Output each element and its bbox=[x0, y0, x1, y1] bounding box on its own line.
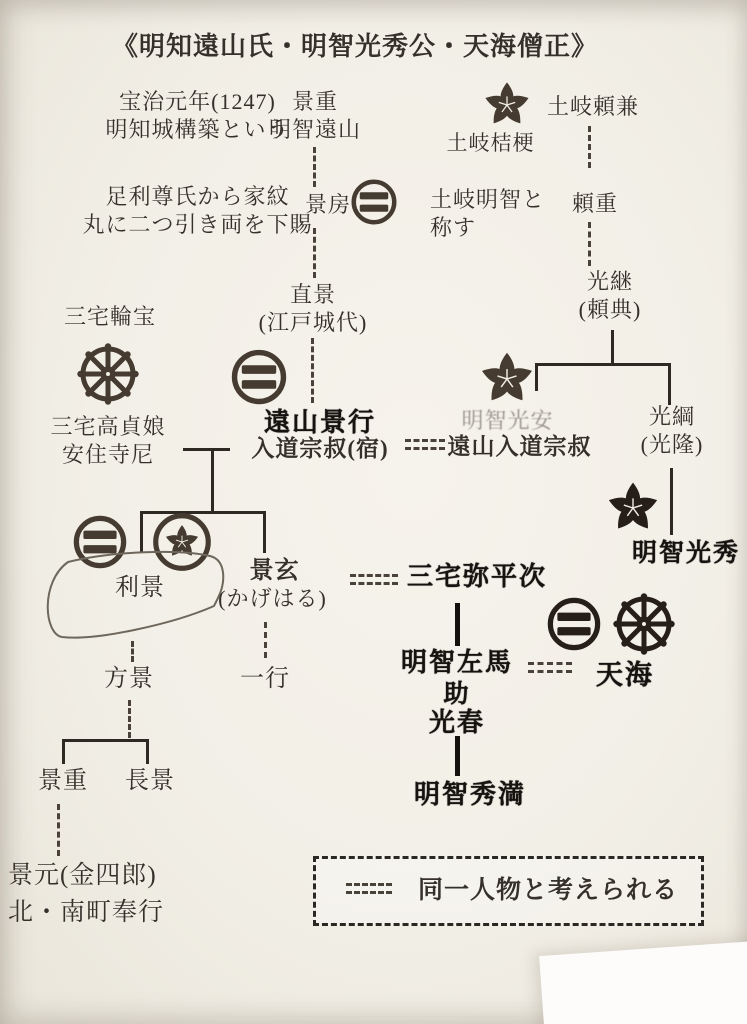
node-kagefusa: 景房 bbox=[304, 192, 351, 217]
node-ichigyo: 一行 bbox=[240, 666, 290, 692]
connector-line bbox=[611, 330, 614, 363]
kikyo-crest-icon bbox=[482, 80, 532, 130]
rinpo-crest-icon bbox=[76, 342, 140, 406]
note-ashikaga-line2: 丸に二つ引き両を下賜 bbox=[82, 212, 313, 238]
same-person-equals-mark bbox=[528, 662, 572, 678]
node-nagakage: 長景 bbox=[125, 768, 175, 794]
marriage-line bbox=[183, 448, 230, 451]
node-toyama-kageyuki: 遠山景行 bbox=[263, 408, 376, 437]
same-person-equals-mark bbox=[350, 574, 398, 590]
node-hokage: 方景 bbox=[104, 666, 154, 692]
node-samanosuke-line2: 助 bbox=[443, 681, 471, 708]
kikyo-crest-icon bbox=[478, 350, 536, 408]
node-kageharu: 景玄 bbox=[249, 558, 300, 584]
node-hidemitsu: 明智秀満 bbox=[413, 780, 526, 809]
person-subname: (頼典) bbox=[578, 297, 642, 323]
connector-line bbox=[128, 700, 131, 738]
note-ashikaga-line1: 足利尊氏から家紋 bbox=[105, 184, 290, 209]
connector-line bbox=[146, 739, 149, 764]
connector-line bbox=[57, 804, 60, 856]
node-kageshige2: 景重 bbox=[38, 768, 88, 794]
connector-line bbox=[668, 363, 671, 405]
node-toyama-kageyuki-sub: 入道宗叔(宿) bbox=[251, 436, 389, 461]
legend-box bbox=[313, 856, 704, 926]
note-houji-line2: 明知城構築という bbox=[105, 117, 290, 143]
person-subname: 明智遠山 bbox=[268, 117, 361, 143]
node-samanosuke-line1: 明智左馬 bbox=[400, 648, 513, 677]
connector-line bbox=[588, 126, 591, 168]
note-toki-akechi bbox=[430, 186, 565, 242]
futatsubiki-crest-icon bbox=[350, 178, 398, 226]
page-title: 《明知遠山氏・明智光秀公・天海僧正》 bbox=[111, 32, 598, 61]
node-kageharu-sub: (かげはる) bbox=[218, 586, 327, 611]
futatsubiki-crest-icon bbox=[546, 596, 602, 652]
connector-line bbox=[311, 338, 314, 403]
connector-line bbox=[670, 468, 673, 535]
futatsubiki-crest-icon bbox=[230, 348, 288, 406]
person-name: 光綱 bbox=[648, 404, 695, 429]
legend-text: 同一人物と考えられる bbox=[417, 877, 678, 904]
node-yorishige: 頼重 bbox=[571, 191, 618, 216]
person-name: 三宅高貞娘 bbox=[50, 414, 166, 439]
same-person-equals-mark bbox=[346, 883, 392, 899]
connector-line bbox=[535, 363, 670, 366]
connector-line bbox=[211, 450, 214, 511]
node-akechi-mitsuhide: 明智光秀 bbox=[631, 540, 740, 567]
note-toki-akechi-line2: 称す bbox=[430, 215, 477, 241]
node-naokage bbox=[243, 281, 383, 337]
label-toki-kikyo: 土岐桔梗 bbox=[446, 131, 535, 155]
node-kagemoto-sub: 北・南町奉行 bbox=[8, 899, 165, 926]
rinpo-crest-icon bbox=[612, 592, 676, 656]
node-akechi-mitsuyasu: 明智光安 bbox=[461, 408, 554, 433]
connector-line bbox=[131, 641, 134, 662]
connector-line bbox=[62, 739, 65, 764]
person-subname: (光隆) bbox=[640, 432, 704, 458]
node-miyake-yaheiji: 三宅弥平次 bbox=[406, 562, 547, 591]
node-samanosuke-line3: 光春 bbox=[428, 708, 485, 737]
connector-line bbox=[313, 147, 316, 187]
person-name: 直景 bbox=[289, 282, 336, 307]
node-kagemoto: 景元(金四郎) bbox=[8, 862, 157, 889]
kikyo-crest-icon bbox=[605, 480, 661, 536]
label-miyake-rinpo: 三宅輪宝 bbox=[63, 304, 156, 329]
node-tenkai: 天海 bbox=[596, 660, 654, 690]
node-mitsutsuna bbox=[612, 403, 732, 459]
node-miyake-takasada bbox=[23, 413, 193, 469]
person-subname: 安住寺尼 bbox=[61, 442, 154, 468]
connector-line bbox=[62, 739, 146, 742]
person-subname: (江戸城代) bbox=[258, 310, 368, 336]
node-toki-yorikane: 土岐頼兼 bbox=[546, 94, 639, 119]
connector-line bbox=[264, 622, 267, 658]
connector-line bbox=[455, 603, 460, 646]
connector-line bbox=[263, 511, 266, 553]
connector-line bbox=[455, 736, 460, 776]
node-akechi-mitsuyasu-sub: 遠山入道宗叔 bbox=[447, 434, 592, 459]
person-name: 景重 bbox=[291, 89, 338, 114]
note-houji-line1: 宝治元年(1247) bbox=[119, 89, 276, 114]
connector-line bbox=[588, 222, 591, 266]
photo-background-corner bbox=[539, 940, 747, 1024]
note-toki-akechi-line1: 土岐明智と bbox=[430, 187, 546, 212]
node-toshikage: 利景 bbox=[115, 575, 165, 601]
person-name: 光継 bbox=[586, 269, 633, 294]
node-mitsugu bbox=[545, 268, 675, 324]
connector-line bbox=[313, 228, 316, 278]
node-kageshige-founder bbox=[255, 88, 375, 144]
